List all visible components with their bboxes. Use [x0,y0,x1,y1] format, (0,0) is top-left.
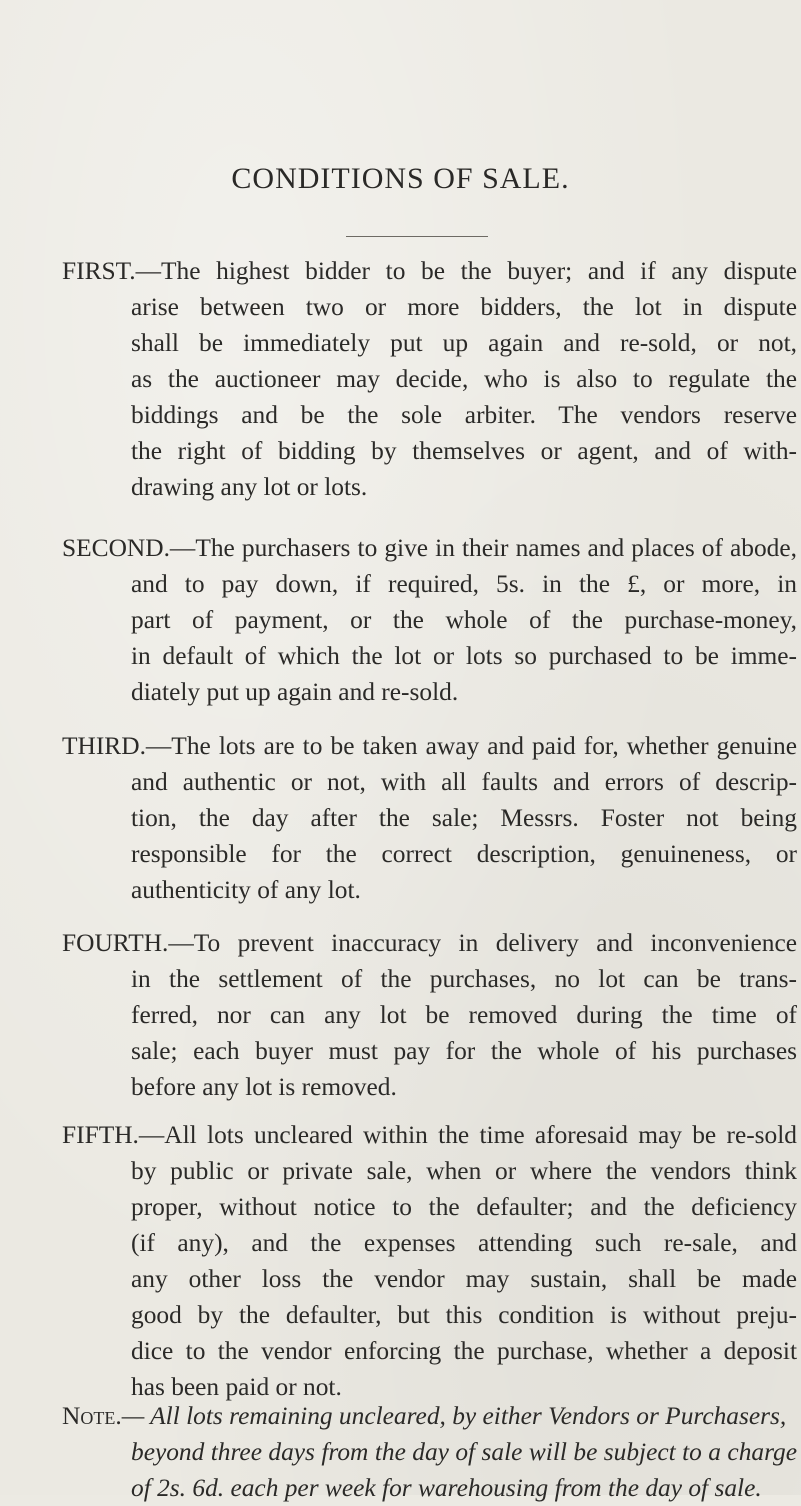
condition-line: and to pay down, if required, 5s. in the £, or more, in [131,570,797,598]
condition-line: shall be immediately put up again and re-sold, or not, [131,329,797,357]
note-first-line [62,1398,797,1434]
note-line: of 2s. 6d. each per week for warehousing from the day of sale. [131,1474,762,1502]
condition-line: FIFTH.—All lots uncleared within the time aforesaid may be re-sold [62,1121,797,1149]
condition-line: sale; each buyer must pay for the whole of his purchases [131,1037,797,1065]
condition-line: FIRST.—The highest bidder to be the buyer; and if any dispute [62,257,797,285]
page-title: CONDITIONS OF SALE. [231,162,570,195]
condition-fifth [62,1117,797,1405]
condition-third [62,728,797,908]
condition-line: any other loss the vendor may sustain, shall be made [131,1265,797,1293]
condition-line: good by the defaulter, but this condition is without preju- [131,1301,797,1329]
note-line: beyond three days from the day of sale will be subject to a charge [131,1438,797,1466]
condition-line: (if any), and the expenses attending such re-sale, and [131,1229,797,1257]
condition-line: has been paid or not. [131,1373,342,1401]
note-first-text: — All lots remaining uncleared, by either Vendors or Purchasers, [121,1402,787,1430]
condition-line: by public or private sale, when or where the vendors think [131,1157,797,1185]
condition-line: in the settlement of the purchases, no lot can be trans- [131,965,797,993]
condition-line: arise between two or more bidders, the lot in dispute [131,293,797,321]
condition-line: dice to the vendor enforcing the purchase, whether a deposit [131,1337,797,1365]
condition-line: authenticity of any lot. [131,876,361,904]
condition-line: responsible for the correct description, genuineness, or [131,840,797,868]
title-divider [346,236,488,237]
condition-line: and authentic or not, with all faults and errors of descrip- [131,768,797,796]
condition-first [62,253,797,505]
condition-line: SECOND.—The purchasers to give in their names and places of abode, [62,534,797,562]
condition-line: biddings and be the sole arbiter. The vendors reserve [131,401,797,429]
warehousing-note [62,1398,797,1506]
condition-line: diately put up again and re-sold. [131,678,459,706]
condition-line: drawing any lot or lots. [131,473,368,501]
condition-line: in default of which the lot or lots so purchased to be imme- [131,642,797,670]
condition-fourth [62,925,797,1105]
condition-line: FOURTH.—To prevent inaccuracy in delivery and inconvenience [62,929,797,957]
condition-line: tion, the day after the sale; Messrs. Foster not being [131,804,797,832]
condition-line: as the auctioneer may decide, who is also to regulate the [131,365,797,393]
condition-line: THIRD.—The lots are to be taken away and paid for, whether genuine [62,732,797,760]
condition-line: part of payment, or the whole of the purchase-money, [131,606,797,634]
condition-line: proper, without notice to the defaulter; and the deficiency [131,1193,797,1221]
condition-second [62,530,797,710]
condition-line: ferred, nor can any lot be removed during the time of [131,1001,797,1029]
note-label: Note. [62,1402,122,1430]
condition-line: before any lot is removed. [131,1073,397,1101]
condition-line: the right of bidding by themselves or agent, and of with- [131,437,797,465]
